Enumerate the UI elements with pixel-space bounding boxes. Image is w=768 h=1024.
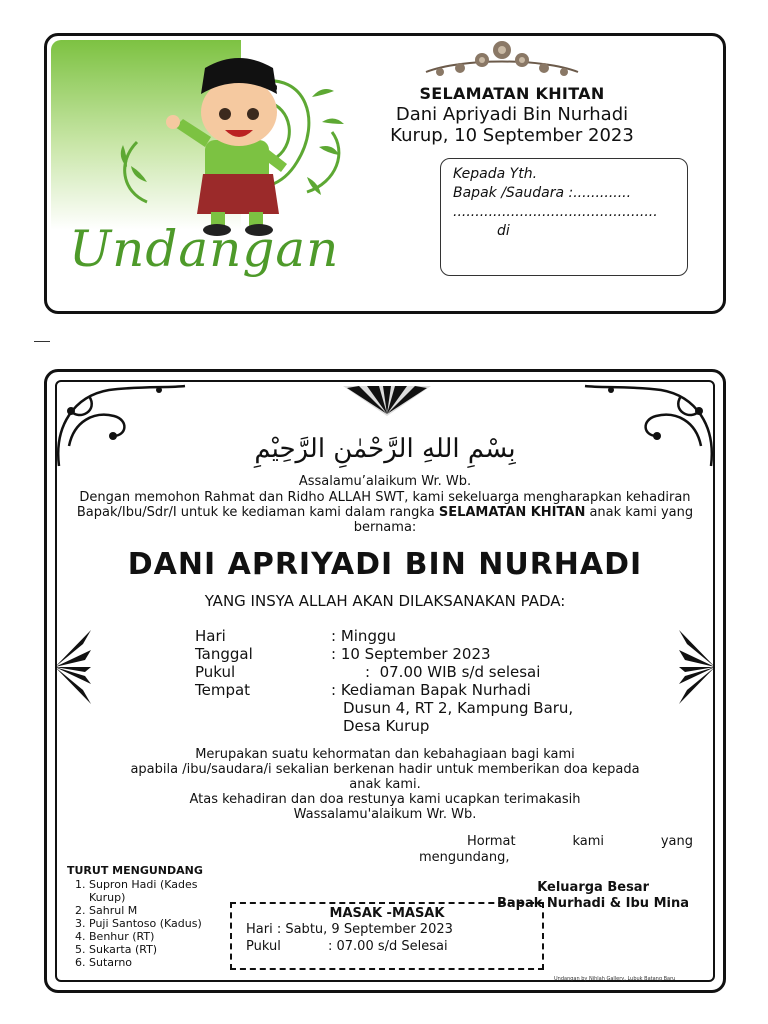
mandala-top-icon: [339, 382, 435, 416]
address-line-1: Kepada Yth.: [453, 166, 538, 182]
co-inviters-list: [67, 878, 219, 969]
detail-row-tempat: [195, 681, 573, 699]
closing-paragraph: [47, 747, 723, 822]
closing-line: Merupakan suatu kehormatan dan kebahagiaan bagi kami: [195, 747, 575, 762]
boy-mascot-illustration: [107, 42, 367, 242]
regards-block: [419, 834, 693, 866]
separator-dash: [34, 341, 50, 342]
regards-word: mengundang,: [419, 850, 510, 865]
list-item: 3. Puji Santoso (Kadus): [89, 917, 219, 930]
list-item: 4. Benhur (RT): [89, 930, 219, 943]
closing-line: Atas kehadiran dan doa restunya kami ucapkan terimakasih: [189, 792, 581, 807]
detail-value: : 10 September 2023: [331, 645, 491, 663]
host-family-line-2: Bapak Nurhadi & Ibu Mina: [497, 896, 689, 911]
cooking-title: MASAK -MASAK: [329, 906, 445, 921]
address-line-4: di: [497, 223, 510, 239]
list-item: 5. Sukarta (RT): [89, 943, 219, 956]
mandala-right-icon: [677, 624, 717, 710]
detail-row-address-3: [195, 717, 573, 735]
address-line-2: Bapak /Saudara :.............: [453, 185, 632, 201]
detail-row-address-2: [195, 699, 573, 717]
detail-row-tanggal: [195, 645, 573, 663]
closing-line: anak kami.: [349, 777, 421, 792]
envelope-heading: [372, 84, 652, 146]
address-line-3: ..............................................: [453, 204, 658, 220]
credit-text: Undangan by Nihlah Gallery, Lubuk Batang Baru: [554, 976, 676, 982]
place-date: Kurup, 10 September 2023: [390, 125, 634, 146]
cooking-day: Hari : Sabtu, 9 September 2023: [246, 922, 453, 937]
cooking-event-box: [230, 902, 544, 970]
intro-text-1: Dengan memohon Rahmat dan Ridho ALLAH SWT, kami sekeluarga mengharapkan kehadiran Bapak/Ibu/Sdr/I untuk ke kediaman kami dalam rangka: [76, 490, 691, 520]
event-title: SELAMATAN KHITAN: [419, 84, 605, 103]
detail-value: : 07.00 WIB s/d selesai: [365, 663, 541, 681]
list-item: 2. Sahrul M: [89, 904, 219, 917]
detail-label: Hari: [195, 627, 226, 645]
undangan-script-logo: Undangan: [69, 220, 340, 278]
detail-value: : Kediaman Bapak Nurhadi: [331, 681, 531, 699]
closing-line: apabila /ibu/saudara/i sekalian berkenan hadir untuk memberikan doa kepada: [130, 762, 640, 777]
address-extra-2: Desa Kurup: [343, 717, 430, 735]
event-details: [195, 627, 573, 735]
intro-paragraph: [47, 490, 723, 535]
detail-label: Tanggal: [195, 645, 253, 663]
address-extra-1: Dusun 4, RT 2, Kampung Baru,: [343, 699, 574, 717]
recipient-address-box: [440, 158, 688, 276]
co-inviters: [67, 864, 219, 969]
floral-ornament-icon: [422, 38, 582, 84]
regards-word: yang: [660, 834, 693, 849]
intro-text-2: anak kami yang bernama:: [353, 505, 694, 535]
intro-bold: SELAMATAN KHITAN: [438, 505, 586, 520]
bismillah-calligraphy: بِسْمِ اللهِ الرَّحْمٰنِ الرَّحِيْمِ: [254, 434, 516, 464]
regards-word: kami: [572, 834, 604, 849]
detail-label: Pukul: [195, 663, 236, 681]
co-inviters-heading: TURUT MENGUNDANG: [67, 864, 203, 877]
regards-word: Hormat: [467, 834, 516, 849]
cooking-time-label: Pukul: [246, 939, 281, 954]
closing-line: Wassalamu'alaikum Wr. Wb.: [293, 807, 477, 822]
list-item: 1. Supron Hadi (Kades Kurup): [89, 878, 219, 904]
mandala-left-icon: [53, 624, 93, 710]
list-item: 6. Sutarno: [89, 956, 219, 969]
cooking-time: [232, 938, 542, 955]
invitation-card: [44, 369, 726, 993]
celebrant-name: Dani Apriyadi Bin Nurhadi: [395, 104, 629, 125]
child-name: DANI APRIYADI BIN NURHADI: [127, 547, 643, 582]
envelope-card: [44, 33, 726, 314]
announcement: YANG INSYA ALLAH AKAN DILAKSANAKAN PADA:: [204, 592, 566, 610]
cooking-time-value: : 07.00 s/d Selesai: [328, 939, 448, 954]
greeting: Assalamu’alaikum Wr. Wb.: [298, 474, 472, 489]
host-family-line-1: Keluarga Besar: [537, 880, 649, 895]
detail-row-hari: [195, 627, 573, 645]
detail-row-pukul: [195, 663, 573, 681]
detail-value: : Minggu: [331, 627, 396, 645]
detail-label: Tempat: [195, 681, 251, 699]
